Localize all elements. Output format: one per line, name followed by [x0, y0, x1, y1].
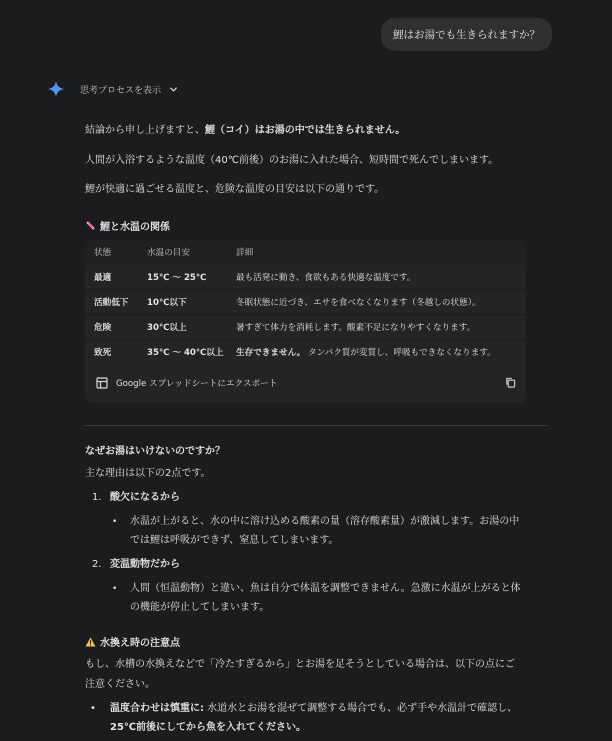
- caution-bullet-rest: 水道水とお湯を混ぜて調整する場合でも、必ず手や水温計で確認し、: [204, 703, 518, 714]
- caution-line-2: 注意ください。: [85, 679, 155, 690]
- intro-conclusion: 鯉（コイ）はお湯の中では生きられません。: [205, 125, 406, 136]
- reason-2-number: 2.: [92, 559, 102, 570]
- caution-title-text: 水換え時の注意点: [100, 638, 180, 649]
- cell-status: 活動低下: [85, 290, 138, 315]
- bullet-dot: •: [112, 584, 118, 594]
- chevron-down-icon: [169, 85, 178, 94]
- bullet-dot: •: [112, 517, 118, 527]
- show-thinking-toggle[interactable]: [80, 83, 178, 96]
- caution-bullet-bold: 温度合わせは慎重に:: [110, 703, 204, 714]
- caution-bullet-line-1: [110, 702, 517, 716]
- user-message-bubble: 鯉はお湯でも生きられますか？: [381, 18, 552, 51]
- cell-detail-main: 最も活発に動き、食欲もある快適な温度です。: [236, 273, 416, 283]
- cell-detail-bold: 生存できません。: [236, 348, 306, 358]
- caution-title: [85, 637, 180, 651]
- header-temp: 水温の目安: [147, 248, 190, 258]
- gemini-sparkle-icon: [47, 80, 65, 98]
- cell-temp: 30℃以上: [138, 315, 227, 340]
- table-row: [85, 265, 526, 290]
- export-to-sheets-button[interactable]: [85, 363, 526, 403]
- cell-temp: 35℃ 〜 40℃以上: [138, 340, 227, 365]
- warning-icon: [85, 637, 96, 647]
- show-thinking-label: 思考プロセスを表示: [80, 86, 162, 96]
- water-temp-table-card: [85, 239, 526, 403]
- cell-detail: [227, 315, 526, 340]
- why-intro: 主な理由は以下の2点です。: [85, 468, 211, 479]
- copy-icon[interactable]: [505, 377, 516, 388]
- header-detail: 詳細: [236, 248, 254, 258]
- table-row: [85, 290, 526, 315]
- cell-detail: [227, 265, 526, 290]
- header-status: 状態: [94, 248, 112, 258]
- thermometer-icon: [85, 220, 96, 231]
- caution-bullet-line-2: 25℃前後にしてから魚を入れてください。: [110, 722, 307, 733]
- cell-status: 最適: [94, 273, 112, 283]
- cell-status: 危険: [85, 315, 138, 340]
- spreadsheet-icon: [96, 377, 108, 389]
- cell-detail-main: 冬眠状態に近づき、エサを食べなくなります（冬越しの状態）。: [236, 298, 481, 308]
- answer-line-2: 人間が入浴するような温度（40℃前後）のお湯に入れた場合、短時間で死んでしまいます。: [85, 155, 499, 166]
- cell-detail: [227, 290, 526, 315]
- cell-temp: 15℃ 〜 25℃: [147, 273, 207, 283]
- export-label: Google スプレッドシートにエクスポート: [116, 379, 278, 389]
- cell-detail: [227, 340, 526, 365]
- intro-prefix: 結論から申し上げますと、: [85, 125, 205, 136]
- cell-temp: 10℃以下: [138, 290, 227, 315]
- bullet-dot: •: [90, 703, 96, 714]
- reason-1-line-2: では鯉は呼吸ができず、窒息してしまいます。: [130, 535, 339, 546]
- reason-2-title: 変温動物だから: [110, 559, 180, 570]
- reason-1-number: 1.: [92, 492, 102, 503]
- table-title: [85, 220, 170, 235]
- reason-2-line-1: 人間（恒温動物）と違い、魚は自分で体温を調整できません。急激に水温が上がると体: [130, 583, 521, 594]
- answer-line-3: 鯉が快適に過ごせる温度と、危険な温度の目安は以下の通りです。: [85, 184, 385, 195]
- table-title-text: 鯉と水温の関係: [100, 222, 170, 233]
- table-row: [85, 340, 526, 365]
- cell-detail-main: 暑すぎて体力を消耗します。酸素不足になりやすくなります。: [236, 323, 476, 333]
- reason-1-line-1: 水温が上がると、水の中に溶け込める酸素の量（溶存酸素量）が激減します。お湯の中: [130, 516, 520, 527]
- reason-2-line-2: の機能が停止してしまいます。: [130, 602, 270, 613]
- why-title: なぜお湯はいけないのですか？: [85, 446, 225, 457]
- section-divider: [85, 425, 547, 426]
- cell-detail-rest: タンパク質が変質し、呼吸もできなくなります。: [308, 348, 496, 358]
- table-row: [85, 315, 526, 340]
- cell-status: 致死: [85, 340, 138, 365]
- answer-intro: [85, 124, 405, 138]
- table-header-row: [85, 239, 526, 265]
- reason-1-title: 酸欠になるから: [110, 492, 180, 503]
- caution-line-1: もし、水槽の水換えなどで「冷たすぎるから」とお湯を足そうとしている場合は、以下の点にご: [85, 659, 515, 670]
- water-temp-table: [85, 239, 526, 364]
